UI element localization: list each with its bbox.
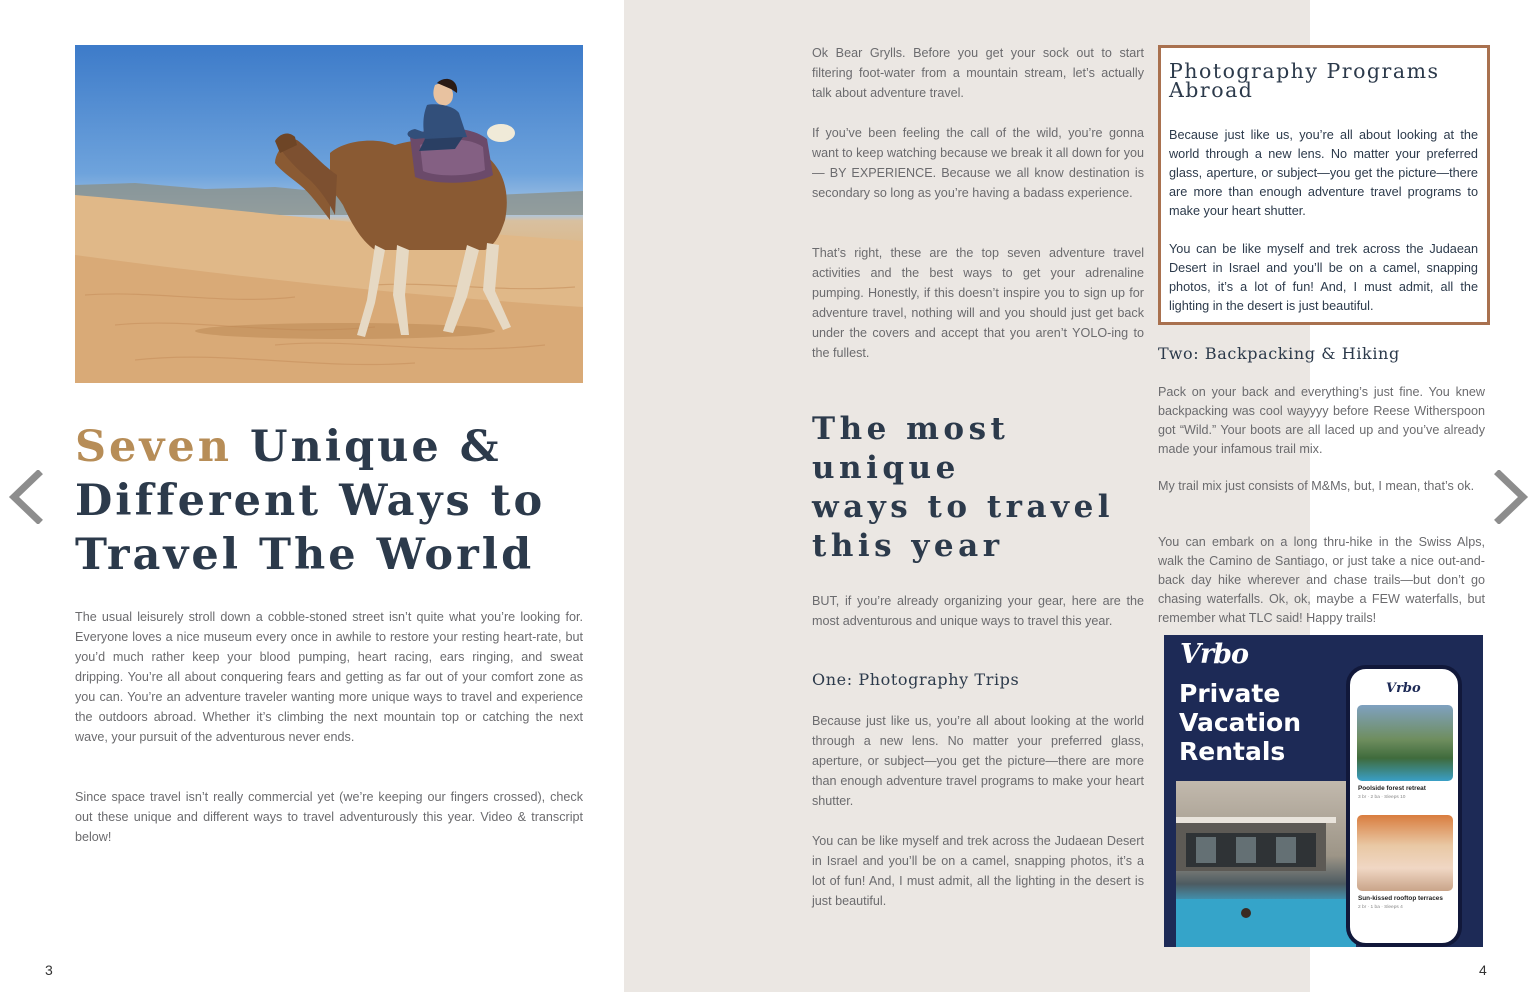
section-heading: [812, 410, 1152, 566]
mid-paragraph-5: Because just like us, you’re all about looking at the world through a new lens. No matter your preferred glass, aperture, or subject—you get the picture—there are more than enough adventure travel programs to make your heart shutter.: [812, 714, 1144, 808]
title-accent-word: Seven: [75, 422, 233, 472]
ad-headline-line3: Rentals: [1179, 737, 1286, 766]
vrbo-ad[interactable]: [1164, 635, 1483, 947]
callout-title-line2: Abroad: [1169, 78, 1254, 102]
camel-photo: [75, 45, 583, 383]
ad-headline-line1: Private: [1179, 679, 1281, 708]
callout-paragraph-2: You can be like myself and trek across the Judaean Desert in Israel and you’ll be on a camel, snapping photos, it’s a lot of fun! And, I must admit, all the lighting in the desert is just beautiful.: [1169, 242, 1478, 313]
chevron-left-icon[interactable]: [6, 470, 44, 524]
intro-paragraph: The usual leisurely stroll down a cobble-stoned street isn’t quite what you’re looking for. Everyone loves a nice museum every once in awhile to restore your resting heart-rate, but you’d much rather keep your blood pumping, heart racing, ears ringing, and sweat dripping. You’re all about conquering fears and getting as far out of your comfort zone as you can. You’re an adventure traveler wanting more unique ways to travel and experience the outdoors abroad. Whether it’s climbing the next mountain top or catching the next wave, your pursuit of the adventurous never ends.: [75, 610, 583, 744]
section-heading-line3: this year: [812, 528, 1004, 564]
mid-paragraph-4: BUT, if you’re already organizing your gear, here are the most adventurous and unique ways to travel this year.: [812, 594, 1144, 628]
page-number-left: 3: [45, 962, 53, 978]
page-number-right: 4: [1479, 962, 1487, 978]
ad-headline-line2: Vacation: [1179, 708, 1302, 737]
callout-title-line1: Photography Programs: [1169, 59, 1440, 83]
section-heading-line1: The most unique: [812, 411, 1010, 486]
callout-box: [1158, 45, 1490, 325]
listing-2-photo: [1357, 815, 1453, 891]
ad-pool-photo: [1176, 781, 1356, 947]
section-heading-line2: ways to travel: [812, 489, 1115, 525]
listing-1-details: 3 br · 2 ba · Sleeps 10: [1358, 795, 1406, 800]
callout-paragraph-1: Because just like us, you’re all about looking at the world through a new lens. No matter your preferred glass, aperture, or subject—you get the picture—there are more than enough adventure travel programs to make your heart shutter.: [1169, 128, 1478, 218]
listing-2-details: 2 br · 1 ba · Sleeps 4: [1358, 905, 1403, 910]
ad-phone-mockup: [1346, 665, 1462, 947]
mid-paragraph-3: That’s right, these are the top seven adventure travel activities and the best ways to get your adrenaline pumping. Honestly, if this doesn’t inspire you to sign up for adventure travel, nothing will and you should just get back under the covers and accept that you aren’t YOLO-ing to the fullest.: [812, 246, 1144, 360]
mid-paragraph-6: You can be like myself and trek across the Judaean Desert in Israel and you’ll be on a camel, snapping photos, it’s a lot of fun! And, I must admit, all the lighting in the desert is just beautiful.: [812, 834, 1144, 908]
right-paragraph-2: My trail mix just consists of M&Ms, but, I mean, that’s ok.: [1158, 479, 1475, 493]
listing-1-photo: [1357, 705, 1453, 781]
ad-logo: Vrbo: [1180, 639, 1249, 670]
chevron-right-icon[interactable]: [1493, 470, 1531, 524]
mid-paragraph-1: Ok Bear Grylls. Before you get your sock out to start filtering foot-water from a mountain stream, let’s actually talk about adventure travel.: [812, 46, 1144, 100]
listing-2-title: Sun-kissed rooftop terraces: [1358, 895, 1443, 902]
title-line3: Travel The World: [75, 530, 535, 580]
mid-paragraph-2: If you’ve been feeling the call of the wild, you’re gonna want to keep watching because we break it all down for you— BY EXPERIENCE. Because we all know destination is secondary so long as you’re having a badass experience.: [812, 126, 1144, 200]
ad-phone-logo: Vrbo: [1386, 681, 1421, 696]
title-line1-rest: Unique &: [232, 422, 502, 472]
intro-paragraph-2: Since space travel isn’t really commercial yet (we’re keeping our fingers crossed), check out these unique and different ways to travel adventurously this year. Video & transcript below!: [75, 790, 583, 844]
page-title: [75, 420, 615, 582]
listing-1-title: Poolside forest retreat: [1358, 785, 1426, 792]
section2-title: Two: Backpacking & Hiking: [1158, 344, 1400, 363]
title-line2: Different Ways to: [75, 476, 546, 526]
right-paragraph-3: You can embark on a long thru-hike in the Swiss Alps, walk the Camino de Santiago, or just take a nice out-and-back day hike wherever and chase trails—but don’t go chasing waterfalls. Ok, ok, maybe a FEW waterfalls, but remember what TLC said! Happy trails!: [1158, 535, 1485, 625]
ad-headline: [1179, 679, 1359, 766]
section1-title: One: Photography Trips: [812, 670, 1020, 689]
right-paragraph-1: Pack on your back and everything’s just fine. You knew backpacking was cool wayyyy before Reese Witherspoon got “Wild.” Your boots are all laced up and you’ve already made your infamous trail mix.: [1158, 385, 1485, 456]
callout-title: [1169, 59, 1478, 102]
